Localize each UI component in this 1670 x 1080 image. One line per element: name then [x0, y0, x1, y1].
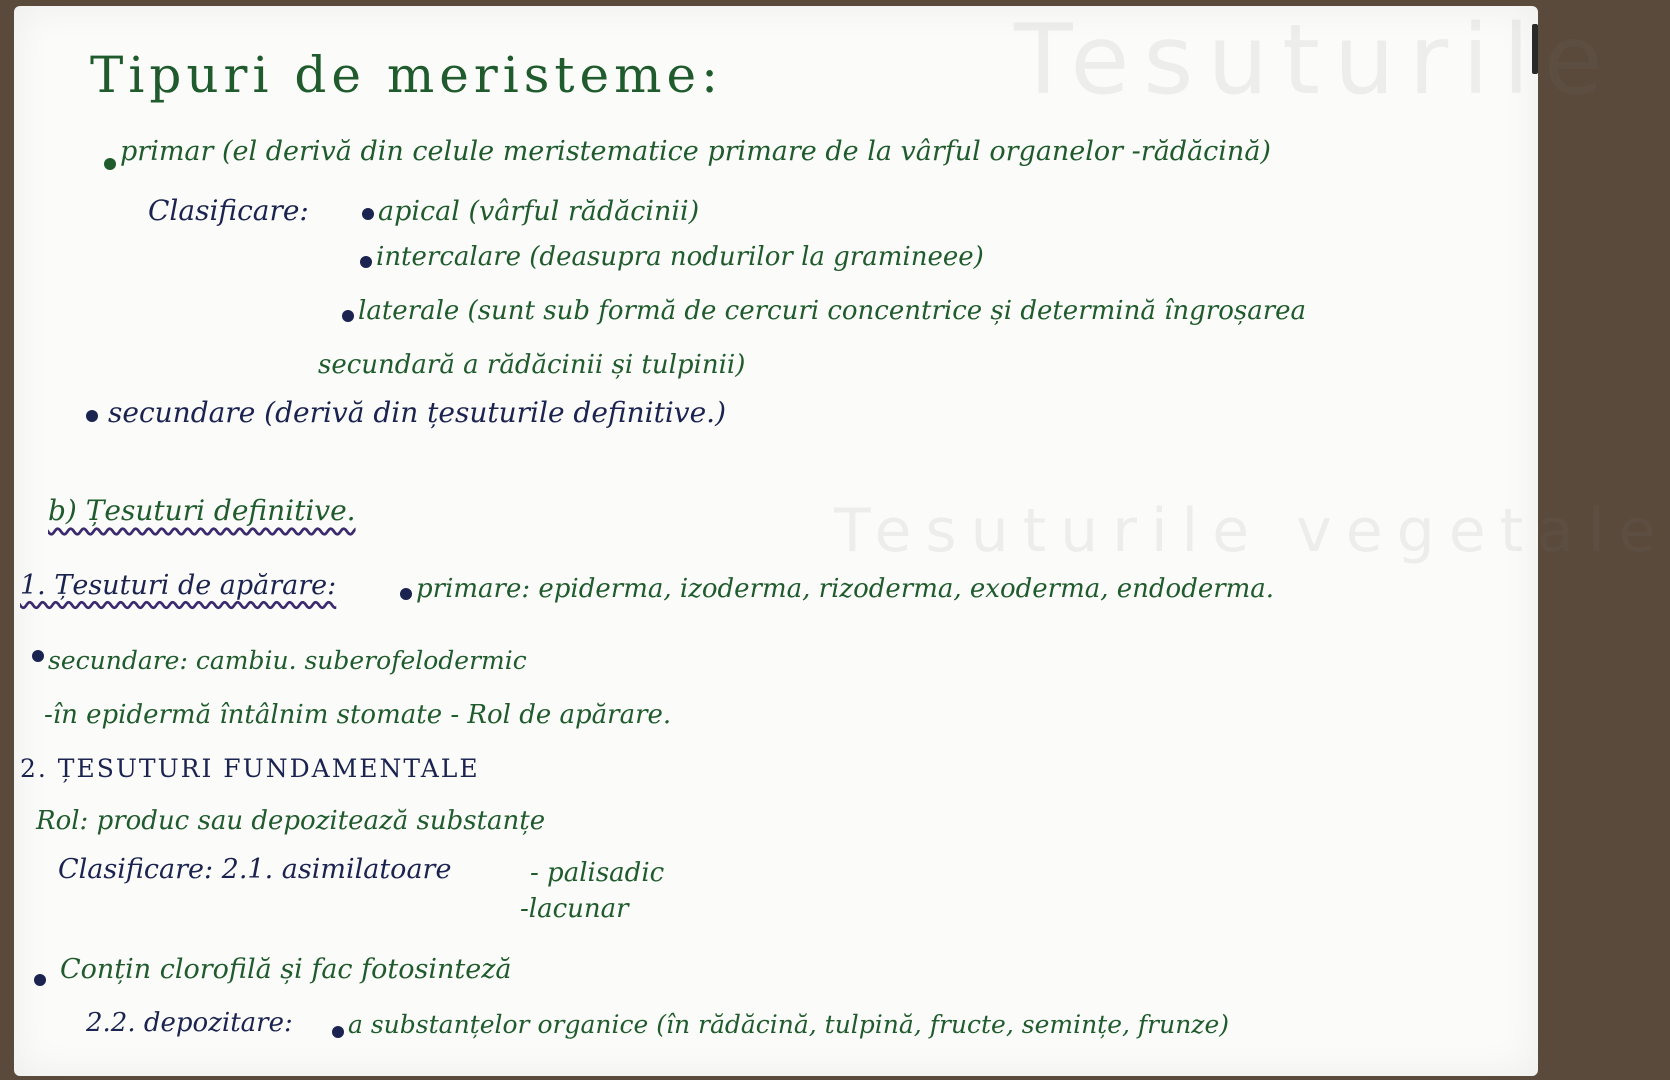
line-clasificare-label: Clasificare:	[148, 194, 309, 227]
bullet-dot	[32, 650, 44, 662]
notebook-page	[14, 4, 1670, 1076]
line-depozitare-label: 2.2. depozitare:	[86, 1008, 293, 1038]
heading-tesuturi-aparare: 1. Țesuturi de apărare:	[20, 570, 337, 601]
line-depozitare-detail: a substanțelor organice (în rădăcină, tulpină, fructe, semințe, frunze)	[348, 1010, 1230, 1039]
line-apical: apical (vârful rădăcinii)	[378, 196, 700, 227]
line-palisadic: - palisadic	[530, 858, 665, 888]
bullet-dot	[86, 410, 98, 422]
bullet-dot	[332, 1026, 344, 1038]
bullet-dot	[34, 974, 46, 986]
line-primar: primar (el derivă din celule meristematice primare de la vârful organelor -rădăcină)	[120, 136, 1271, 167]
line-lacunar: -lacunar	[520, 894, 629, 924]
ghost-text-middle: Tesuturile vegetale	[834, 496, 1670, 566]
page-title: Tipuri de meristeme:	[90, 46, 723, 104]
bullet-dot	[400, 588, 412, 600]
bullet-dot	[360, 256, 372, 268]
line-secundare-meristeme: secundare (derivă din țesuturile definitive.)	[108, 396, 726, 429]
heading-tesuturi-fundamentale: 2. ȚESUTURI FUNDAMENTALE	[20, 754, 480, 783]
line-intercalare: intercalare (deasupra nodurilor la gramineee)	[376, 242, 984, 272]
line-stomate: -în epidermă întâlnim stomate - Rol de apărare.	[44, 700, 672, 730]
bullet-dot	[362, 208, 374, 220]
bullet-dot	[104, 158, 116, 170]
line-aparare-secundare: secundare: cambiu. suberofelodermic	[48, 646, 527, 675]
heading-tesuturi-definitive: b) Țesuturi definitive.	[48, 494, 356, 527]
ghost-text-top: Tesuturile	[1014, 4, 1617, 116]
line-laterale-continued: secundară a rădăcinii și tulpinii)	[318, 350, 746, 380]
line-rol: Rol: produc sau depozitează substanțe	[36, 806, 546, 836]
line-aparare-primare: primare: epiderma, izoderma, rizoderma, exoderma, endoderma.	[416, 574, 1275, 604]
bullet-dot	[342, 310, 354, 322]
line-laterale: laterale (sunt sub formă de cercuri concentrice și determină îngroșarea	[358, 296, 1307, 326]
line-contin-clorofila: Conțin clorofilă și fac fotosinteză	[60, 954, 512, 985]
line-clasificare-fundamentale: Clasificare: 2.1. asimilatoare	[58, 854, 452, 885]
